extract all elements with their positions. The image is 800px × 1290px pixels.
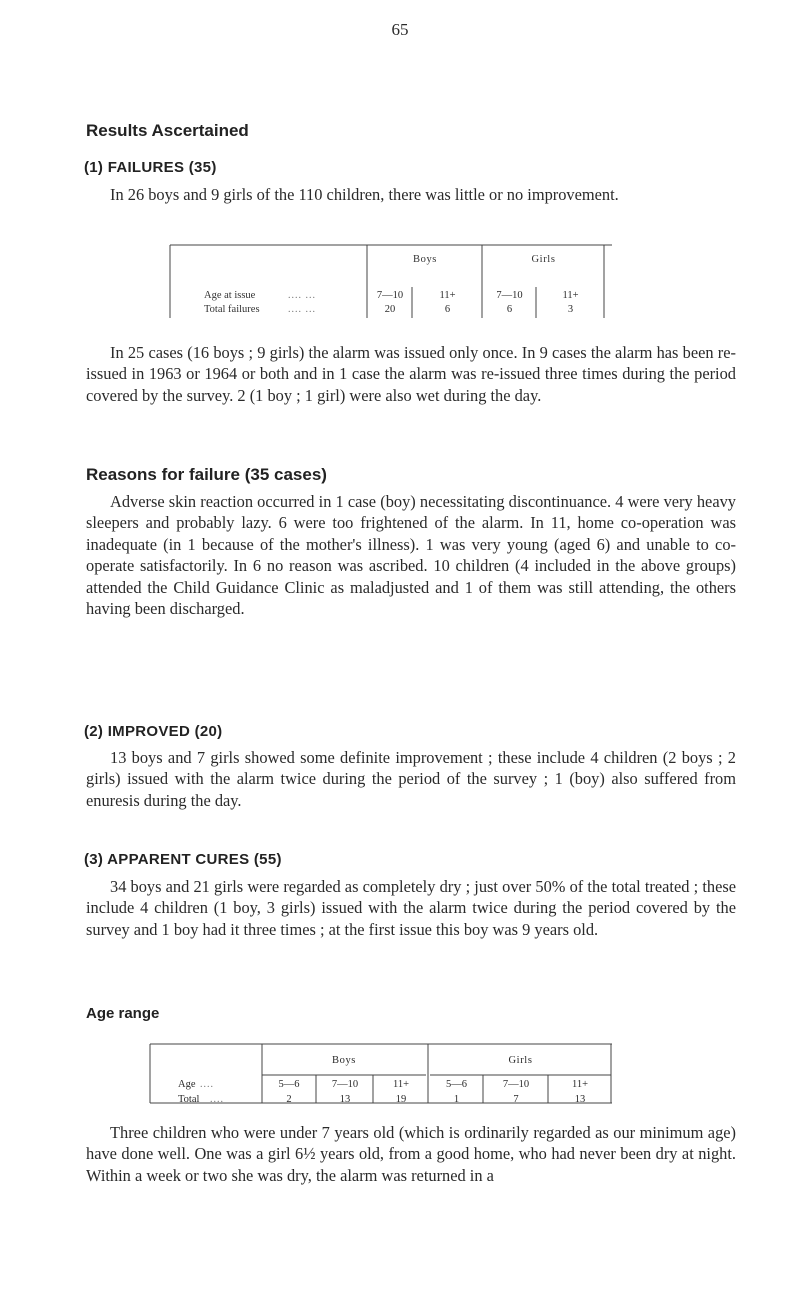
results-heading: Results Ascertained xyxy=(86,121,249,140)
failures-age-cell: 7—10 xyxy=(376,290,404,301)
age-girls-header: Girls xyxy=(508,1055,533,1066)
failures-total-cell: 3 xyxy=(567,304,574,315)
total-cell: 19 xyxy=(395,1094,407,1105)
age-boys-header: Boys xyxy=(332,1055,356,1066)
reasons-heading: Reasons for failure (35 cases) xyxy=(86,465,327,484)
cures-heading: (3) APPARENT CURES (55) xyxy=(84,851,282,868)
failures-girls-header: Girls xyxy=(531,254,556,265)
failures-age-cell: 11+ xyxy=(562,290,579,301)
leader-dots: .... xyxy=(200,1079,214,1090)
age-cell: 7—10 xyxy=(502,1079,530,1090)
closing-paragraph: Three children who were under 7 years old (which is ordinarily regarded as our minimum age) have done well. One was a girl 6½ years old, from a good home, who had never been dry at night. Within a week or two she was dry, the alarm was returned in a xyxy=(86,1123,736,1185)
failures-total-cell: 6 xyxy=(506,304,513,315)
reasons-paragraph: Adverse skin reaction occurred in 1 case (boy) necessitating discontinuance. 4 were very heavy sleepers and probably lazy. 6 were too frightened of the alarm. In 11, home co-operation was inadequate (in 1 because of the mother's illness). 1 was very young (aged 6) and unable to co-operate satisfactorily. In 6 no reason was ascribed. 10 children (4 included in the above groups) attended the Child Guidance Clinic as maladjusted and 1 of them was still attending, the others having been discharged. xyxy=(86,492,736,619)
age-cell: 11+ xyxy=(571,1079,589,1090)
failures-boys-header: Boys xyxy=(413,254,437,265)
age-range-heading: Age range xyxy=(86,1005,160,1022)
page-number: 65 xyxy=(391,20,409,39)
age-cell: 5—6 xyxy=(446,1079,467,1090)
leader-dots: .... ... xyxy=(288,304,316,315)
failures-paragraph: In 25 cases (16 boys ; 9 girls) the alarm was issued only once. In 9 cases the alarm has been re-issued in 1963 or 1964 or both and in 1 case the alarm was re-issued three times during the period covered by the survey. 2 (1 boy ; 1 girl) were also wet during the day. xyxy=(86,343,736,405)
cures-paragraph: 34 boys and 21 girls were regarded as completely dry ; just over 50% of the total treated ; these include 4 children (1 boy, 3 girls) issued with the alarm twice during the period covered by the survey and 1 boy had it three times ; at the first issue this boy was 9 years old. xyxy=(86,877,736,939)
total-cell: 2 xyxy=(286,1094,292,1105)
age-row-total-label: Total xyxy=(178,1094,200,1105)
leader-dots: .... ... xyxy=(288,290,316,301)
total-cell: 13 xyxy=(574,1094,586,1105)
failures-age-cell: 11+ xyxy=(439,290,456,301)
failures-row-age-label: Age at issue xyxy=(204,290,256,301)
failures-row-total-label: Total failures xyxy=(204,304,260,315)
age-row-age-label: Age xyxy=(178,1079,196,1090)
leader-dots: .... xyxy=(210,1094,224,1105)
failures-age-cell: 7—10 xyxy=(496,290,523,301)
failures-heading: (1) FAILURES (35) xyxy=(84,159,217,176)
failures-total-cell: 6 xyxy=(444,304,451,315)
age-cell: 5—6 xyxy=(278,1079,300,1090)
failures-total-cell: 20 xyxy=(384,304,396,315)
total-cell: 13 xyxy=(339,1094,351,1105)
total-cell: 7 xyxy=(513,1094,519,1105)
failures-intro: In 26 boys and 9 girls of the 110 children, there was little or no improvement. xyxy=(110,185,619,204)
age-cell: 11+ xyxy=(392,1079,410,1090)
improved-heading: (2) IMPROVED (20) xyxy=(84,723,223,740)
total-cell: 1 xyxy=(453,1094,460,1105)
improved-paragraph: 13 boys and 7 girls showed some definite improvement ; these include 4 children (2 boys ; 2 girls) issued with the alarm twice during the period of the survey ; 1 (boy) also suffered from enuresis during the day. xyxy=(86,748,736,810)
age-cell: 7—10 xyxy=(331,1079,359,1090)
